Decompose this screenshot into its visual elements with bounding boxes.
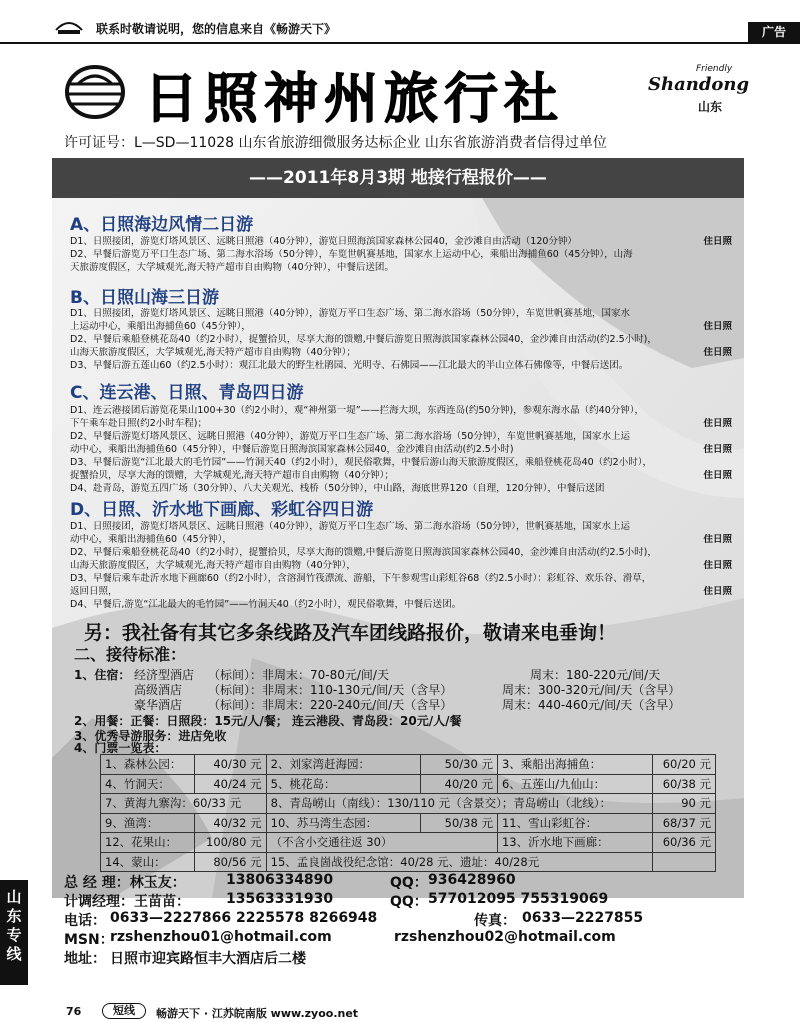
ticket-name: 9、渔湾： (101, 813, 195, 833)
other-routes-note: 另：我社备有其它多条线路及汽车团线路报价，敬请来电垂询！ (84, 622, 617, 644)
address-label: 地址： (64, 951, 106, 967)
itinerary-line: D1、日照接团，游览灯塔风景区、远眺日照港（40分钟），游览万平口生态广场、第二海水浴场（50分钟），车览世帆赛基地，国家水 (70, 308, 631, 319)
source-note: 联系时敬请说明，您的信息来自《畅游天下》 (96, 22, 337, 36)
ticket-price: 80/56 元 (195, 852, 266, 872)
itinerary-line: D3、早餐后游五莲山60（约2.5小时）：观江北最大的野生杜鹃园、光明寺、石佛园——江北最大的半山立体石佛像等，中餐后送团。 (70, 360, 629, 371)
ticket-price: 40/30 元 (195, 755, 266, 775)
fax-number: 0633—2227855 (522, 910, 644, 926)
hotel-standard: （标间）：非周末：220-240元/间/天（含早） (208, 698, 453, 712)
ticket-name: 7、黄海九寨沟：60/33 元 (101, 794, 267, 814)
itinerary-line: 返回日照， 住日照 (70, 586, 732, 597)
hotel-name: 经济型酒店 (134, 668, 195, 682)
qq1-number: 936428960 (428, 872, 516, 888)
ticket-price-table (100, 754, 716, 872)
itinerary-line: D2、早餐后乘船登桃花岛40（约2小时），捉蟹拾贝，尽享大海的馈赠,中餐后游览日照海滨国家森林公园40，金沙滩自由活动(约2.5小时)， (70, 334, 657, 345)
hotel-standard: （标间）：非周末：110-130元/间/天（含早） (208, 683, 453, 697)
ticket-name: 1、森林公园： (101, 755, 195, 775)
itinerary-line: D3、早餐后乘车赴沂水地下画廊60（约2小时），含溶洞竹筏漂流、游船，下午参观雪山彩虹谷68（约2.5小时）：彩虹谷、欢乐谷、滑草， (70, 573, 652, 584)
badge-top-text: Friendly (696, 64, 733, 74)
hotel-name: 高级酒店 (134, 683, 183, 697)
hotel-weekend: 周末：440-460元/间/天（含早） (502, 698, 681, 712)
table-row (101, 794, 716, 814)
itinerary-line: 捉蟹拾贝，尽享大海的馈赠，大学城观光,海天特产超市自由购物（40分钟）； 住日照 (70, 470, 732, 481)
ticket-price: 60/36 元 (652, 833, 715, 853)
top-bar (0, 0, 800, 44)
side-tab-label: 山东专线 (6, 888, 22, 963)
itinerary-line: D4、早餐后,游览“江北最大的毛竹园”——竹洞天40（约2小时），观民俗歌舞，中餐后送团。 (70, 599, 462, 610)
itinerary-line: D1、日照接团，游览灯塔风景区、远眺日照港（40分钟），游览万平口生态广场、第二海水浴场（50分钟），世帆赛基地，国家水上运 (70, 521, 631, 532)
agency-name: 日照神州旅行社 (144, 67, 564, 130)
magazine-logo-icon (54, 16, 84, 36)
badge-cn-text: 山东 (698, 100, 723, 114)
tickets-title: 4、门票一览表： (74, 741, 167, 755)
msn-address-2[interactable]: rzshenzhou02@hotmail.com (394, 929, 616, 945)
ticket-price: 100/80 元 (195, 833, 266, 853)
side-tab (0, 880, 28, 985)
qq1-label: QQ： (390, 875, 428, 891)
itinerary-line: 山海天旅游度假区，大学城观光,海天特产超市自由购物（40分钟）； 住日照 (70, 347, 732, 358)
top-rule (0, 42, 800, 44)
table-row (101, 852, 716, 872)
meal-standard: 2、用餐：正餐：日照段：15元/人/餐； 连云港段、青岛段：20元/人/餐 (74, 714, 462, 728)
address-text: 日照市迎宾路恒丰大酒店后二楼 (110, 951, 306, 967)
ticket-name: 3、乘船出海捕鱼： (497, 755, 652, 775)
badge-main-text: Shandong (648, 74, 750, 95)
hotel-name: 豪华酒店 (134, 698, 183, 712)
section-d-title: D、日照、沂水地下画廊、彩虹谷四日游 (70, 500, 374, 520)
fax-label: 传真： (474, 913, 516, 929)
hotel-standard: （标间）：非周末：70-80元/间/天 (208, 668, 389, 682)
table-row (101, 755, 716, 775)
itinerary-line: D2、早餐后游览万平口生态广场、第二海水浴场（50分钟），车览世帆赛基地，国家水上运动中心，乘船出海捕鱼60（45分钟），山海 (70, 249, 633, 260)
section-b-title: B、日照山海三日游 (70, 288, 219, 308)
ticket-name: 10、苏马湾生态园： (266, 813, 421, 833)
itinerary-line: 下午乘车赴日照(约2小时车程)； 住日照 (70, 418, 732, 429)
itinerary-line: 上运动中心，乘船出海捕鱼60（45分钟）， 住日照 (70, 321, 732, 332)
hotel-label: 1、住宿： (74, 668, 131, 682)
footer-site[interactable]: 畅游天下 · 江苏皖南版 www.zyoo.net (156, 1007, 359, 1020)
hotel-weekend: 周末：300-320元/间/天（含早） (502, 683, 681, 697)
tel-label: 电话： (64, 913, 106, 929)
itinerary-line: 动中心，乘船出海捕鱼60（45分钟），中餐后游览日照海滨国家森林公园40，金沙滩自由活动(约2.5小时) 住日照 (70, 444, 732, 455)
itinerary-line: D4、赴青岛，游览五四广场（30分钟）、八大关观光、栈桥（50分钟），中山路，海底世界120（自理，120分钟），中餐后送团 (70, 483, 605, 494)
qq2-label: QQ： (390, 894, 428, 910)
gm-phone: 13806334890 (226, 872, 334, 888)
table-row (101, 833, 716, 853)
tel-number: 0633—2227866 2225578 8266948 (110, 910, 378, 926)
section-a-title: A、日照海边风情二日游 (70, 215, 254, 235)
itinerary-line: 天旅游度假区，大学城观光,海天特产超市自由购物（40分钟），中餐后送团。 (70, 262, 394, 273)
planner-label: 计调经理：王苗苗： (64, 894, 190, 910)
ad-label: 广告 (748, 22, 800, 42)
ticket-name: 5、桃花岛： (266, 774, 421, 794)
ticket-name: 8、青岛崂山（南线）：130/110 元（含景交）；青岛崂山（北线）： (266, 794, 652, 814)
itinerary-line: 山海天旅游度假区，大学城观光,海天特产超市自由购物（40分钟）， 住日照 (70, 560, 732, 571)
ticket-price: 40/32 元 (195, 813, 266, 833)
hotel-weekend: 周末：180-220元/间/天 (530, 668, 661, 682)
shandong-badge (648, 64, 750, 122)
itinerary-line: D3、早餐后游览“江北最大的毛竹园”——竹洞天40（约2小时），观民俗歌舞，中餐后游山海天旅游度假区，乘船登桃花岛40（约2小时）， (70, 457, 652, 468)
msn-label: MSN： (64, 932, 114, 948)
section-c-title: C、连云港、日照、青岛四日游 (70, 383, 304, 403)
itinerary-line: D1、连云港接团后游览花果山100+30（约2小时），观“神州第一堤”——拦海大坝，东西连岛(约50分钟)，参观东海水晶（约40分钟）， (70, 405, 645, 416)
brand-header (64, 58, 750, 130)
ticket-name: 11、雪山彩虹谷： (497, 813, 652, 833)
itinerary-line: 动中心，乘船出海捕鱼60（45分钟）， 住日照 (70, 534, 732, 545)
ticket-price: 50/38 元 (421, 813, 498, 833)
standards-title: 二、接待标准： (74, 645, 187, 664)
page-number: 76 (66, 1005, 82, 1018)
ticket-name: 14、蒙山： (101, 852, 195, 872)
page-footer (0, 1003, 800, 1022)
guide-service: 3、优秀导游服务：进店免收 (74, 729, 227, 743)
ticket-name: 13、沂水地下画廊： (497, 833, 652, 853)
issue-title-bar: ——2011年8月3期 地接行程报价—— (52, 158, 744, 198)
msn-address-1[interactable]: rzshenzhou01@hotmail.com (110, 929, 332, 945)
ticket-note: （不含小交通往返 30） (266, 833, 497, 853)
ticket-price: 50/30 元 (421, 755, 498, 775)
qq2-number: 577012095 755319069 (428, 891, 609, 907)
ticket-name: 12、花果山： (101, 833, 195, 853)
empty-cell (652, 852, 715, 872)
planner-phone: 13563331930 (226, 891, 334, 907)
table-row (101, 774, 716, 794)
license-line: 许可证号：L—SD—11028 山东省旅游细微服务达标企业 山东省旅游消费者信得过单位 (64, 135, 607, 151)
ticket-name: 15、孟良崮战役纪念馆：40/28 元、遗址：40/28元 (266, 852, 652, 872)
category-tag: 短线 (102, 1003, 146, 1019)
ticket-name: 2、刘家湾赶海园： (266, 755, 421, 775)
gm-label: 总 经 理：林玉友： (64, 875, 186, 891)
ticket-name: 4、竹洞天： (101, 774, 195, 794)
ticket-price: 40/20 元 (421, 774, 498, 794)
globe-logo-icon (64, 64, 126, 120)
ticket-price: 90 元 (652, 794, 715, 814)
ticket-price: 60/38 元 (652, 774, 715, 794)
itinerary-line: D2、早餐后游览灯塔风景区、远眺日照港（40分钟），游览万平口生态广场、第二海水浴场（50分钟），车览世帆赛基地，国家水上运 (70, 431, 631, 442)
ticket-price: 60/20 元 (652, 755, 715, 775)
itinerary-line: D2、早餐后乘船登桃花岛40（约2小时），捉蟹拾贝，尽享大海的馈赠,中餐后游览日照海滨国家森林公园40，金沙滩自由活动(约2.5小时)， (70, 547, 657, 558)
table-row (101, 813, 716, 833)
ticket-price: 68/37 元 (652, 813, 715, 833)
itinerary-line: D1、日照接团，游览灯塔风景区、远眺日照港（40分钟），游览日照海滨国家森林公园40，金沙滩自由活动（120分钟） 住日照 (70, 236, 732, 247)
ticket-name: 6、五莲山/九仙山： (497, 774, 652, 794)
ticket-price: 40/24 元 (195, 774, 266, 794)
